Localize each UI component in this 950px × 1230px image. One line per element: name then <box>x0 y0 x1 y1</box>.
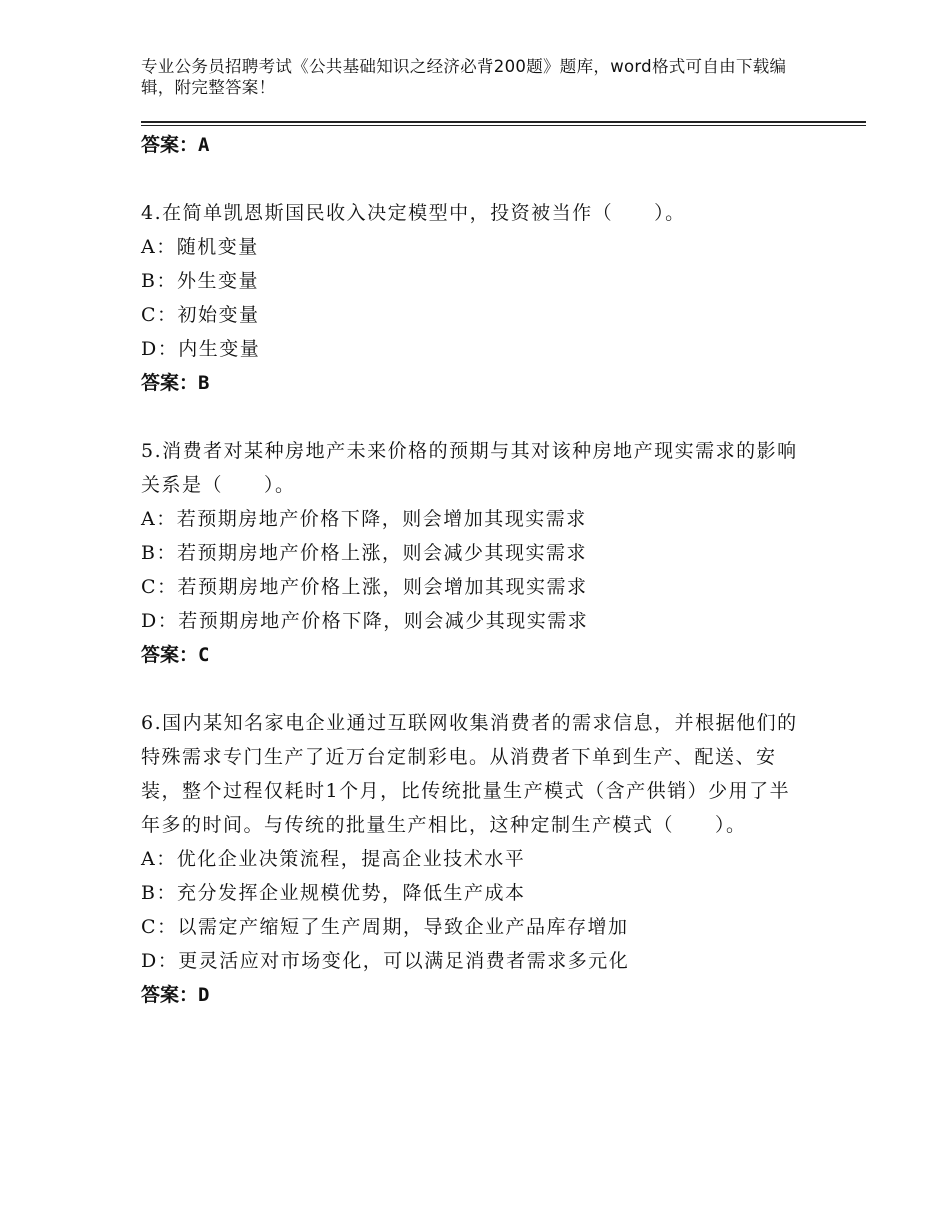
question-6 <box>141 706 801 1012</box>
question-text: 6.国内某知名家电企业通过互联网收集消费者的需求信息，并根据他们的特殊需求专门生产了近万台定制彩电。从消费者下单到生产、配送、安装，整个过程仅耗时1个月，比传统批量生产模式（含产供销）少用了半年多的时间。与传统的批量生产相比，这种定制生产模式（ ）。 <box>141 712 798 836</box>
option-d: D：若预期房地产价格下降，则会减少其现实需求 <box>141 610 589 632</box>
question-5 <box>141 434 801 672</box>
header-rule-thick <box>141 121 866 123</box>
option-c: C：初始变量 <box>141 304 260 326</box>
question-text: 4.在简单凯恩斯国民收入决定模型中，投资被当作（ ）。 <box>141 202 686 224</box>
option-d: D：内生变量 <box>141 338 261 360</box>
answer: 答案：D <box>141 984 210 1006</box>
option-c: C：以需定产缩短了生产周期，导致企业产品库存增加 <box>141 916 629 938</box>
option-c: C：若预期房地产价格上涨，则会增加其现实需求 <box>141 576 588 598</box>
option-b: B：外生变量 <box>141 270 259 292</box>
header-rule-thin <box>141 125 866 126</box>
option-a: A：随机变量 <box>141 236 259 258</box>
option-b: B：充分发挥企业规模优势，降低生产成本 <box>141 882 526 904</box>
answer-previous: 答案：A <box>141 134 210 156</box>
answer: 答案：C <box>141 644 210 666</box>
document-header: 专业公务员招聘考试《公共基础知识之经济必背200题》题库，word格式可自由下载编辑，附完整答案！ <box>141 57 787 97</box>
option-b: B：若预期房地产价格上涨，则会减少其现实需求 <box>141 542 587 564</box>
option-a: A：若预期房地产价格下降，则会增加其现实需求 <box>141 508 587 530</box>
question-text: 5.消费者对某种房地产未来价格的预期与其对该种房地产现实需求的影响关系是（ ）。 <box>141 440 798 496</box>
question-4 <box>141 196 801 400</box>
option-a: A：优化企业决策流程，提高企业技术水平 <box>141 848 526 870</box>
question-list <box>141 128 801 1012</box>
answer: 答案：B <box>141 372 210 394</box>
option-d: D：更灵活应对市场变化，可以满足消费者需求多元化 <box>141 950 630 972</box>
